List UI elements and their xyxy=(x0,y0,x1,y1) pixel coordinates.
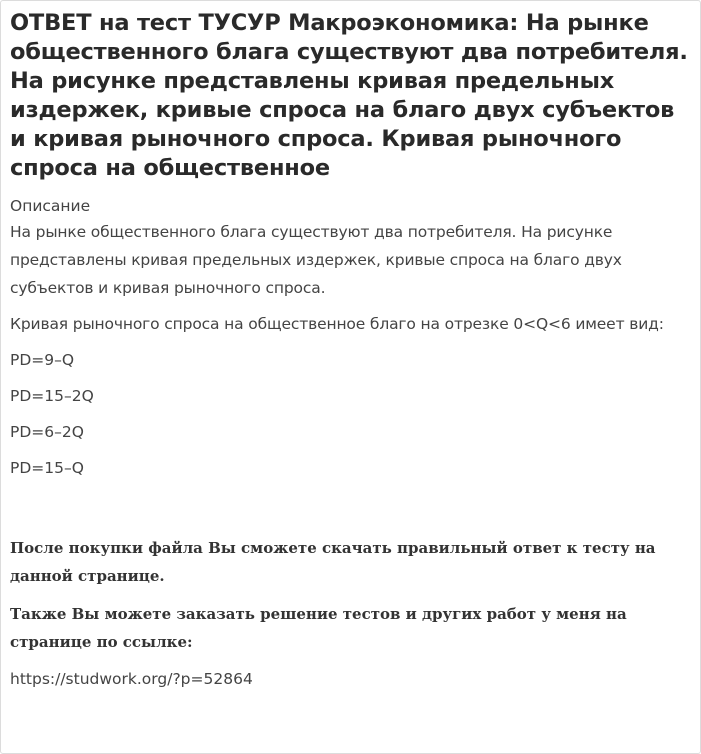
purchase-notice: После покупки файла Вы сможете скачать правильный ответ к тесту на данной странице. xyxy=(10,539,656,585)
page-title: ОТВЕТ на тест ТУСУР Макроэкономика: На рынке общественного блага существуют два потребителя. На рисунке представлены кривая предельных издержек, кривые спроса на благо двух субъектов и кривая рыночного спроса. Кривая рыночного спроса на общественное xyxy=(10,10,688,181)
studwork-link[interactable]: https://studwork.org/?p=52864 xyxy=(10,670,253,688)
answer-option: PD=9–Q xyxy=(10,351,75,369)
answer-option: PD=15–Q xyxy=(10,459,84,477)
answer-option: PD=15–2Q xyxy=(10,387,94,405)
description-paragraph: На рынке общественного блага существуют два потребителя. На рисунке представлены кривая предельных издержек, кривые спроса на благо двух субъектов и кривая рыночного спроса. xyxy=(10,223,622,297)
question-paragraph: Кривая рыночного спроса на общественное благо на отрезке 0<Q<6 имеет вид: xyxy=(10,315,664,333)
description-label: Описание xyxy=(10,197,91,215)
order-notice: Также Вы можете заказать решение тестов и других работ у меня на странице по ссылке: xyxy=(10,605,627,651)
answer-option: PD=6–2Q xyxy=(10,423,84,441)
